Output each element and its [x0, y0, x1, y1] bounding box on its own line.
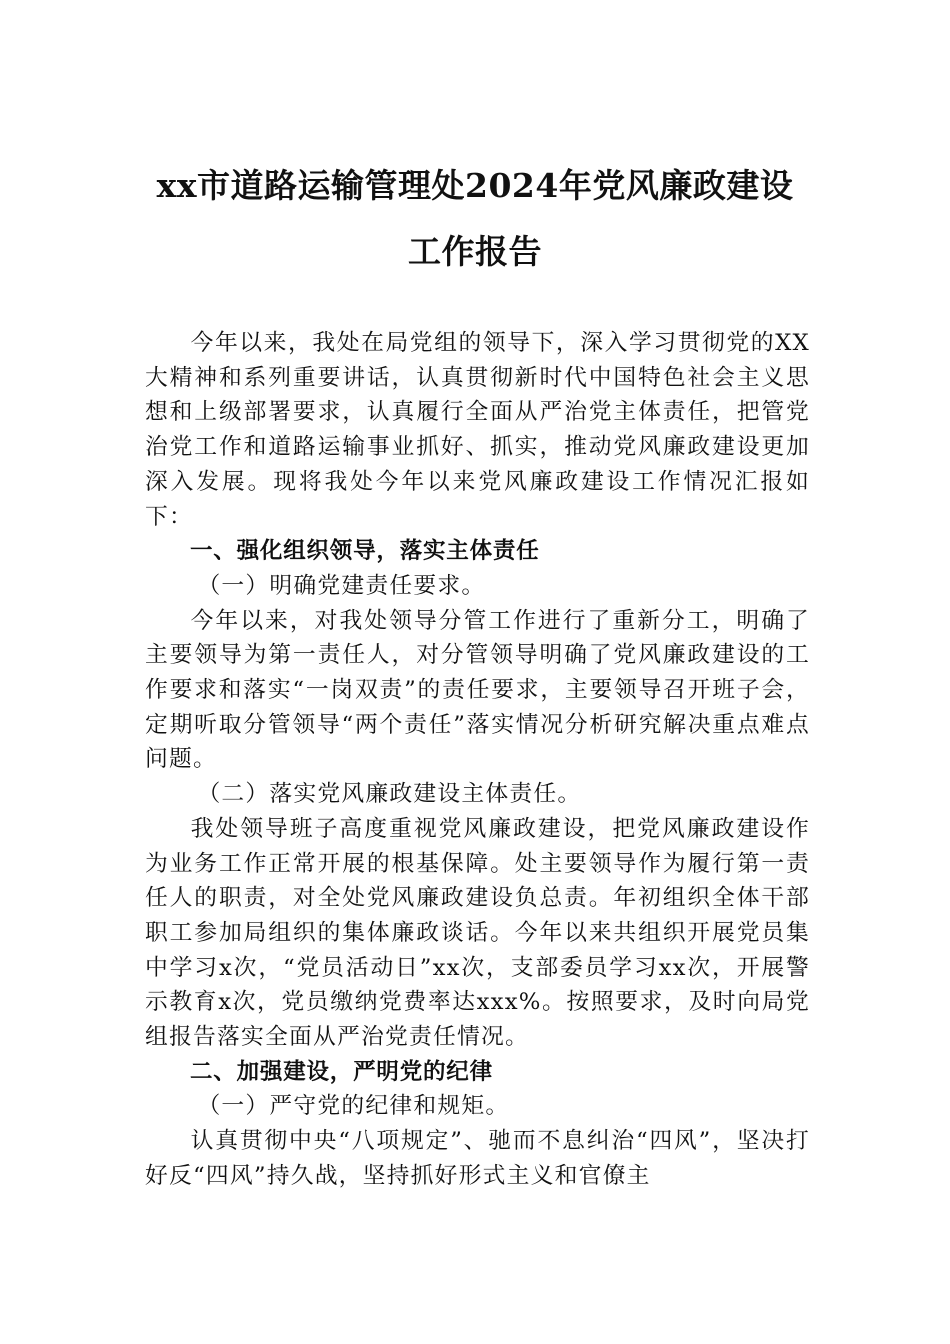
intro-paragraph: 今年以来，我处在局党组的领导下，深入学习贯彻党的XX大精神和系列重要讲话，认真贯彻新时代中国特色社会主义思想和上级部署要求，认真履行全面从严治党主体责任，把管党治党工作和道路运输事业抓好、抓实，推动党风廉政建设更加深入发展。现将我处今年以来党风廉政建设工作情况汇报如下： — [145, 330, 810, 530]
document-title-line-1: xx市道路运输管理处2024年党风廉政建设 — [156, 166, 794, 205]
section-2-heading: 二、加强建设，严明党的纪律 — [190, 1058, 493, 1085]
section-1-sub-1-paragraph: 今年以来，对我处领导分管工作进行了重新分工，明确了主要领导为第一责任人，对分管领导明确了党风廉政建设的工作要求和落实“一岗双责”的责任要求，主要领导召开班子会，定期听取分管领导“两个责任”落实情况分析研究解决重点难点问题。 — [145, 607, 810, 773]
document-body — [145, 326, 810, 1194]
section-1-sub-2-heading: （二）落实党风廉政建设主体责任。 — [197, 781, 582, 808]
section-1-sub-1-heading: （一）明确党建责任要求。 — [197, 572, 486, 599]
section-1-heading: 一、强化组织领导，落实主体责任 — [190, 538, 540, 565]
section-2-sub-1-heading: （一）严守党的纪律和规矩。 — [197, 1093, 510, 1120]
section-1-sub-2-paragraph: 我处领导班子高度重视党风廉政建设，把党风廉政建设作为业务工作正常开展的根基保障。处主要领导作为履行第一责任人的职责，对全处党风廉政建设负总责。年初组织全体干部职工参加局组织的集体廉政谈话。今年以来共组织开展党员集中学习x次，“党员活动日”xx次，支部委员学习xx次，开展警示教育x次，党员缴纳党费率达xxx%。按照要求，及时向局党组报告落实全面从严治党责任情况。 — [145, 815, 810, 1051]
section-2-sub-1-paragraph: 认真贯彻中央“八项规定”、驰而不息纠治“四风”，坚决打好反“四风”持久战，坚持抓好形式主义和官僚主 — [145, 1128, 810, 1189]
document-title-line-2: 工作报告 — [408, 232, 542, 271]
